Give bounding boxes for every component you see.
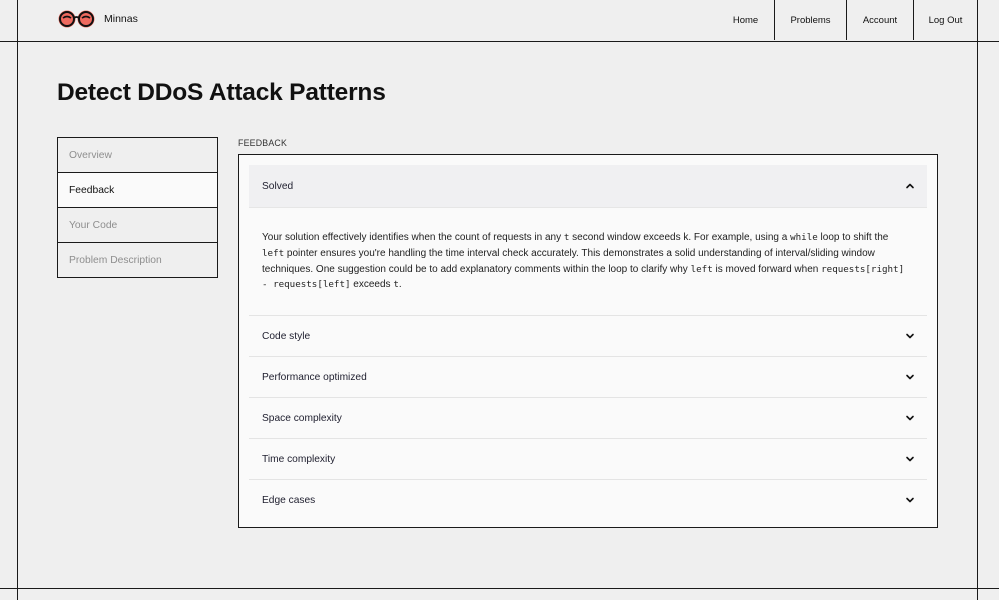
header-divider: [0, 41, 999, 42]
feedback-text: . For example, using a: [688, 232, 791, 243]
accordion-item-solved: [249, 165, 927, 316]
accordion-header-solved[interactable]: [249, 165, 927, 207]
feedback-text: .: [398, 279, 402, 291]
glasses-logo-icon: [57, 9, 97, 29]
accordion-header-space-complexity[interactable]: [249, 398, 927, 438]
inline-code: requests[right] - requests[left]: [262, 263, 905, 291]
chevron-down-icon[interactable]: [905, 372, 915, 382]
chevron-down-icon[interactable]: [905, 454, 915, 464]
chevron-up-icon[interactable]: [905, 181, 915, 191]
feedback-text: second window exceeds: [569, 232, 684, 243]
accordion-item-performance: [249, 357, 927, 398]
accordion-item-code-style: [249, 316, 927, 357]
accordion-title: Performance optimized: [262, 371, 367, 383]
frame-line-left: [17, 0, 18, 600]
accordion-title: Solved: [262, 180, 294, 192]
inline-code: left: [262, 247, 285, 259]
accordion-item-time-complexity: [249, 439, 927, 480]
feedback-section-label: FEEDBACK: [238, 138, 288, 148]
accordion-title: Space complexity: [262, 412, 342, 424]
accordion-title: Code style: [262, 330, 311, 342]
accordion-body-solved: [249, 207, 927, 315]
page-title: Detect DDoS Attack Patterns: [57, 79, 386, 106]
accordion-header-performance[interactable]: [249, 357, 927, 397]
footer-divider: [0, 588, 999, 589]
feedback-text: pointer ensures you're handling the time interval check accurately. This demonstrates a solid understanding of interval/sliding window techniques. One suggestion could be to add explanatory comments within the loop to clarify why: [262, 247, 875, 275]
nav-logout[interactable]: Log Out: [928, 14, 963, 26]
main-nav: [717, 0, 977, 40]
accordion-item-edge-cases: [249, 480, 927, 520]
inline-code: t: [563, 232, 570, 243]
accordion-title: Edge cases: [262, 494, 316, 506]
inline-code: left: [690, 263, 713, 275]
chevron-down-icon[interactable]: [905, 331, 915, 341]
feedback-panel: [238, 154, 938, 528]
nav-account[interactable]: Account: [862, 14, 898, 26]
feedback-text: loop to shift the: [817, 232, 889, 243]
nav-home[interactable]: Home: [732, 14, 759, 26]
tab-your-code[interactable]: Your Code: [57, 207, 218, 243]
feedback-accordion: [249, 165, 927, 520]
tab-problem-description[interactable]: Problem Description: [57, 242, 218, 278]
chevron-down-icon[interactable]: [905, 495, 915, 505]
brand-logo[interactable]: [57, 9, 138, 29]
feedback-text: exceeds: [350, 279, 394, 291]
accordion-header-time-complexity[interactable]: [249, 439, 927, 479]
accordion-header-edge-cases[interactable]: [249, 480, 927, 520]
accordion-title: Time complexity: [262, 453, 336, 465]
feedback-text: is moved forward when: [712, 263, 822, 275]
brand-name: Minnas: [104, 13, 138, 25]
frame-line-right: [977, 0, 978, 600]
sidebar-tabs: [57, 137, 218, 278]
feedback-text: Your solution effectively identifies when the count of requests in any: [262, 232, 564, 243]
inline-code: t: [393, 279, 399, 291]
accordion-item-space-complexity: [249, 398, 927, 439]
inline-code: while: [790, 232, 818, 243]
nav-problems[interactable]: Problems: [790, 14, 831, 26]
tab-overview[interactable]: Overview: [57, 137, 218, 173]
tab-feedback[interactable]: Feedback: [57, 172, 218, 208]
feedback-text: k: [683, 232, 689, 243]
chevron-down-icon[interactable]: [905, 413, 915, 423]
top-header: [0, 0, 999, 41]
accordion-header-code-style[interactable]: [249, 316, 927, 356]
